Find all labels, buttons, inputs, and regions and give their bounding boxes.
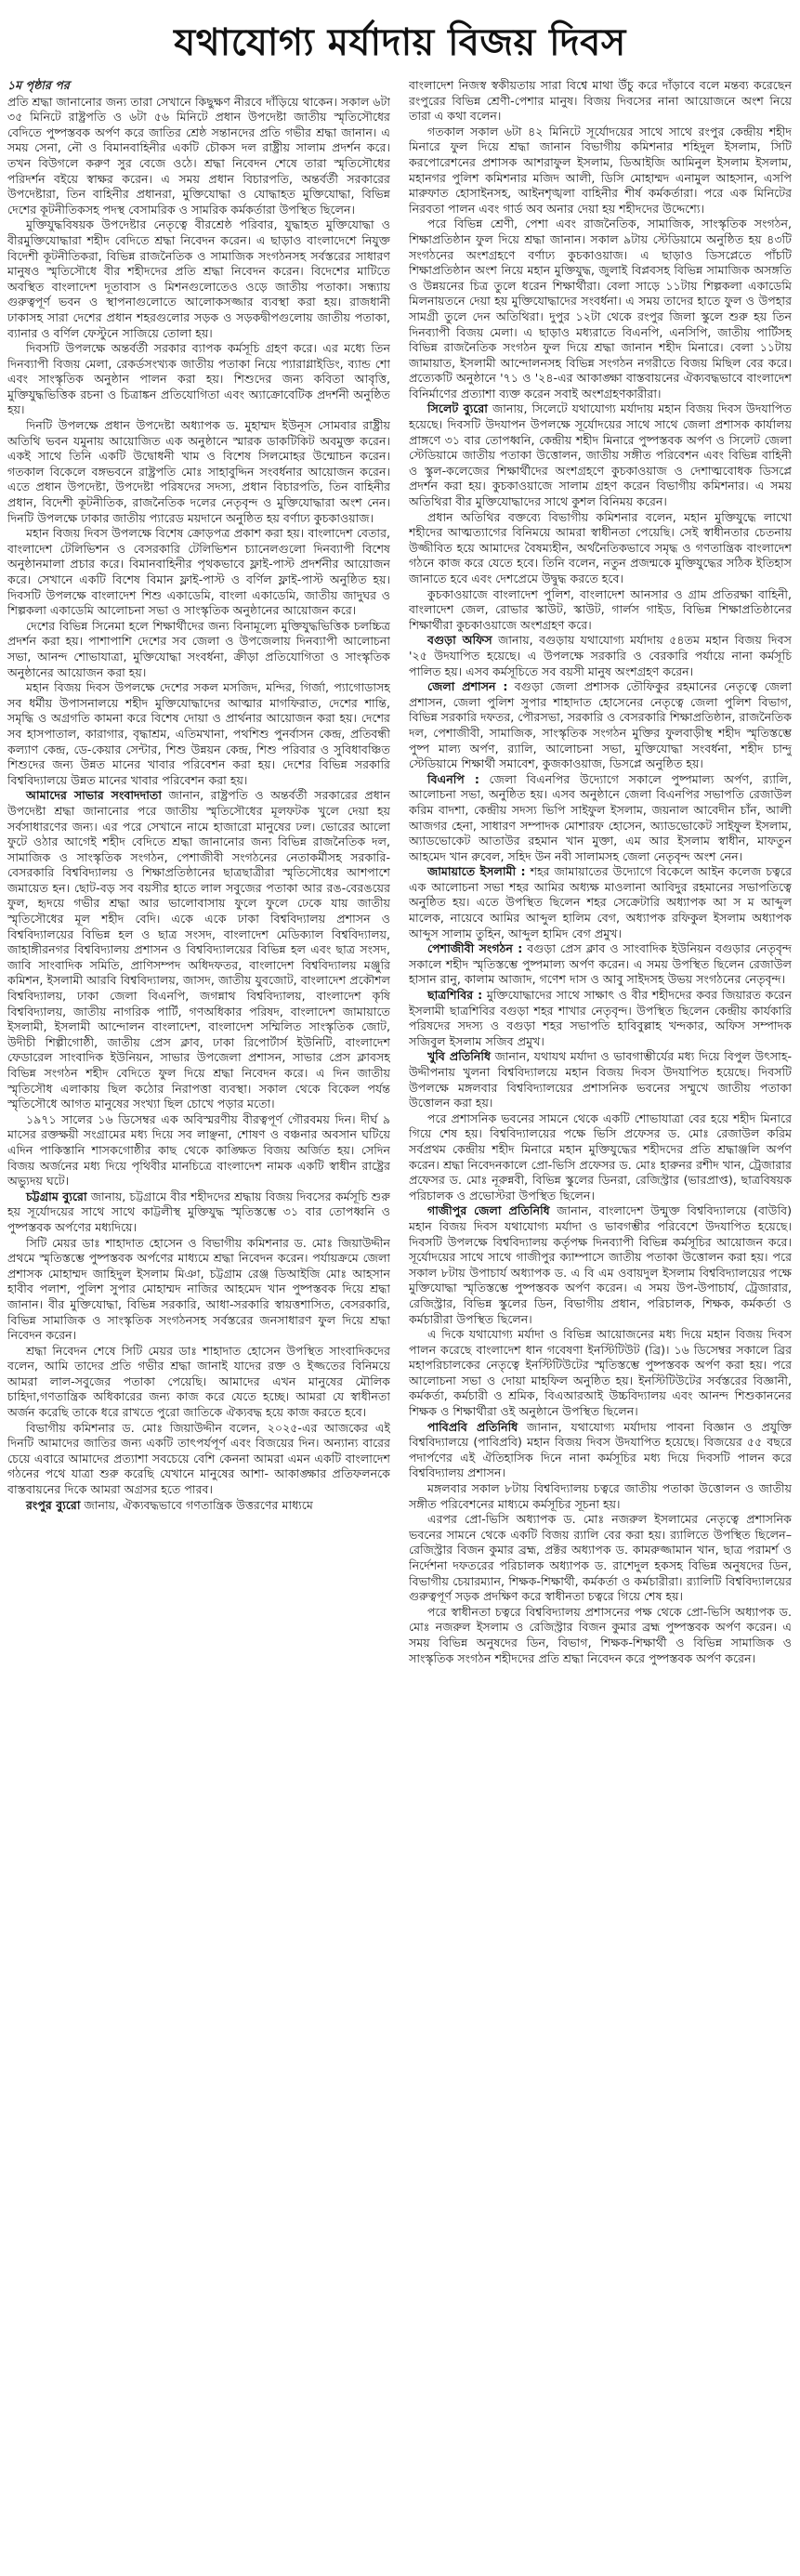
article-column-left <box>7 78 390 2550</box>
article-paragraph <box>409 401 792 509</box>
article-paragraph <box>409 633 792 679</box>
article-paragraph <box>409 1481 792 1512</box>
article-paragraph <box>409 78 792 125</box>
article-paragraph <box>409 1203 792 1327</box>
article-paragraph <box>7 95 390 218</box>
paragraph-text: সিটি মেয়র ডাঃ শাহাদাত হোসেন ও বিভাগীয় কমিশনার ড. মোঃ জিয়াউদ্দীন প্রথমে স্মৃতিস্তম্ভে পুষ্পস্তবক অর্পণের মাধ্যমে শ্রদ্ধা নিবেদন করেন। পর্যায়ক্রমে জেলা প্রশাসক মোহাম্মদ জাহিদুল ইসলাম মিঞা, চট্টগ্রাম রেঞ্জ ডিআইজি মোঃ আহসান হাবীব পলাশ, পুলিশ সুপার মোহাম্মদ নাজির আহমেদ খান পুষ্পস্তবক দিয়ে শ্রদ্ধা জানান। বীর মুক্তিযোদ্ধা, বিভিন্ন সরকারি, আধা-সরকারি স্বায়ত্তশাসিত, বেসরকারি, বিভিন্ন সামাজিক ও সাংস্কৃতিক সংগঠনসহ সর্বস্তরের জনসাধারণ ফুল দিয়ে শ্রদ্ধা নিবেদন করেন। <box>7 1235 390 1343</box>
paragraph-text: শ্রদ্ধা নিবেদন শেষে সিটি মেয়র ডাঃ শাহাদাত হোসেন উপস্থিত সাংবাদিকদের বলেন, আমি তাদের প্রতি গভীর শ্রদ্ধা জানাই যাদের রক্ত ও ইজ্জতের বিনিময়ে আমরা লাল-সবুজের পতাকা পেয়েছি। আমাদের এখন মানুষের মৌলিক চাহিদা,গণতান্ত্রিক অধিকারের জন্য কাজ করে যেতে হচ্ছে। আমরা যে স্বাধীনতা অর্জন করেছি তাকে ধরে রাখতে পুরো জাতিকে ঐক্যবদ্ধ হয়ে কাজ করতে হবে। <box>7 1343 390 1420</box>
article-paragraph <box>409 988 792 1049</box>
paragraph-text: গতকাল সকাল ৬টা ৪২ মিনিটে সূর্যোদয়ের সাথে সাথে রংপুর কেন্দ্রীয় শহীদ মিনারে ফুল দিয়ে শ্রদ্ধা জানান বিভাগীয় কমিশনার শহিদুল ইসলাম, সিটি করপোরেশনের প্রশাসক আশরাফুল ইসলাম, ডিআইজি আমিনুল ইসলাম ইসলাম, মহানগর পুলিশ কমিশনার মজিদ আলী, ডিসি মোহাম্মদ এনামুল আহসান, এসপি মারুফাত হোসাইনসহ, আইনশৃঙ্খলা বাহিনীর শীর্ষ কর্মকর্তারা। পরে এক মিনিটের নিরবতা পালন এবং গার্ড অব অনার দেয়া হয় শহীদদের উদ্দেশ্যে। <box>409 124 792 216</box>
paragraph-dateline: সিলেট ব্যুরো <box>427 401 488 416</box>
article-paragraph <box>409 1420 792 1481</box>
paragraph-text: কুচকাওয়াজে বাংলাদেশ পুলিশ, বাংলাদেশ আনসার ও গ্রাম প্রতিরক্ষা বাহিনী, বাংলাদেশ জেল, রোভার স্কাউট, স্কাউট, গার্লস গাইড, বিভিন্ন শিক্ষাপ্রতিষ্ঠানের শিক্ষার্থীরা কুচকাওয়াজে অংশগ্রহণ করে। <box>409 586 792 632</box>
paragraph-text: পরে বিভিন্ন শ্রেণী, পেশা এবং রাজনৈতিক, সামাজিক, সাংস্কৃতিক সংগঠন, শিক্ষাপ্রতিষ্ঠান ফুল দিয়ে শ্রদ্ধা জানান। সকাল ৯টায় স্টেডিয়ামে অনুষ্ঠিত হয় ৪৩টি সংগঠনের অংশগ্রহণে বর্ণাঢ্য কুচকাওয়াজ। এ ছাড়াও ডিসপ্লেতে পাঁচটি শিক্ষাপ্রতিষ্ঠান অংশ নিয়ে মহান মুক্তিযুদ্ধ, জুলাই বিপ্লবসহ বিভিন্ন সামাজিক অসঙ্গতি ও উন্নয়নের চিত্র তুলে ধরেন শিক্ষার্থীরা। বেলা সাড়ে ১১টায় শিল্পকলা একাডেমি মিলনায়তনে দেয়া হয় মুক্তিযোদ্ধাদের সংবর্ধনা। এ সময় তাদের হাতে ফুল ও উপহার সামগ্রী তুলে দেন অতিথিরা। দুপুর ১২টা থেকে রংপুর জিলা স্কুলে শুরু হয় তিন দিনব্যাপী বিজয় মেলা। এ ছাড়াও মধ্যরাতে বিএনপি, এনসিপি, জাতীয় পার্টিসহ বিভিন্ন রাজনৈতিক সংগঠন ফুল দিয়ে শ্রদ্ধা জানান শহীদ মিনারে। বেলা ১১টায় জামায়াত, ইসলামী আন্দোলনসহ বিভিন্ন সংগঠন নগরীতে বিজয় মিছিল বের করে। প্রত্যেকটি অনুষ্ঠানে '৭১ ও '২৪-এর আকাঙ্ক্ষা বাস্তবায়নের ঐক্যবদ্ধভাবে বাংলাদেশ বিনির্মাণের প্রত্যাশা ব্যক্ত করেন সবাই অংশগ্রহণকারীরা। <box>409 217 792 401</box>
article-paragraph <box>409 125 792 217</box>
article-paragraph <box>7 1498 390 1514</box>
paragraph-text: জানায়, ঐক্যবদ্ধভাবে গণতান্ত্রিক উত্তরণের মাধ্যমে <box>80 1497 313 1512</box>
article-paragraph <box>7 341 390 418</box>
article-paragraph <box>7 680 390 788</box>
paragraph-text: দিবসটি উপলক্ষে অন্তর্বর্তী সরকার ব্যাপক কর্মসূচি গ্রহণ করে। এর মধ্যে তিন দিনব্যাপী বিজয় মেলা, রেকর্ডসংখ্যক জাতীয় পতাকা নিয়ে প্যারাগ্লাইডিং, ব্যান্ড শো এবং সাংস্কৃতিক অনুষ্ঠান পালন করা হয়। শিশুদের জন্য কবিতা আবৃত্তি, মুক্তিযুদ্ধভিত্তিক রচনা ও চিত্রাঙ্কন প্রতিযোগিতা এবং অ্যাক্রোবেটিক প্রদর্শনী অনুষ্ঠিত হয়। <box>7 341 390 417</box>
article-paragraph <box>409 1327 792 1420</box>
paragraph-text: জানান, যথাযথ মর্যাদা ও ভাবগাম্ভীর্যের মধ্য দিয়ে বিপুল উৎসাহ- উদ্দীপনায় খুলনা বিশ্ববিদ্যালয়ে মহান বিজয় দিবস উদযাপিত হয়েছে। দিবসটি উপলক্ষে মঙ্গলবার বিশ্ববিদ্যালয়ের প্রশাসনিক ভবনের সম্মুখে জাতীয় পতাকা উত্তোলন করা হয়। <box>409 1049 792 1111</box>
paragraph-dateline: বগুড়া অফিস <box>427 633 492 648</box>
paragraph-text: জেলা বিএনপির উদ্যোগে সকালে পুষ্পমাল্য অর্পণ, র‍্যালি, আলোচনা সভা, অনুষ্ঠিত হয়। এসব অনুষ্ঠানে জেলা বিএনপির সভাপতি রেজাউল করিম বাদশা, কেন্দ্রীয় সদস্য ভিপি সাইফুল ইসলাম, জয়নাল আবেদীন চাঁন, আলী আজগর হেনা, সাধারণ সম্পাদক মোশারফ হোসেন, অ্যাডভোকেট সাইফুল ইসলাম, অ্যাডভোকেট আতাউর রহমান খান মুক্তা, এম আর ইসলাম স্বাধীন, মাফতুন আহমেদ খান রুবেল, সহিদ উন নবী সালামসহ জেলা নেতৃবৃন্দ অংশ নেন। <box>409 771 792 863</box>
article-paragraph <box>409 1111 792 1204</box>
paragraph-text: দিনটি উপলক্ষে প্রধান উপদেষ্টা অধ্যাপক ড. মুহাম্মদ ইউনূস সোমবার রাষ্ট্রীয় অতিথি ভবন যমুনায় আয়োজিত এক অনুষ্ঠানে স্মারক ডাকটিকিট অবমুক্ত করেন। একই সাথে তিনি একটি উদ্বোধনী খাম ও বিশেষ সিলমোহর উন্মোচন করেন। গতকাল বিকেলে বঙ্গভবনে রাষ্ট্রপতি মোঃ সাহাবুদ্দিন সংবর্ধনার আয়োজন করেন। এতে প্রধান উপদেষ্টা, উপদেষ্টা পরিষদের সদস্য, প্রধান বিচারপতি, তিন বাহিনীর প্রধান, বিদেশী কূটনীতিক, রাজনৈতিক দলের নেতৃবৃন্দ ও মুক্তিযোদ্ধারা অংশ নেন। দিনটি উপলক্ষে ঢাকার জাতীয় প্যারেড ময়দানে অনুষ্ঠিত হয় বর্ণাঢ্য কুচকাওয়াজ। <box>7 418 390 525</box>
paragraph-dateline: জেলা প্রশাসন : <box>427 679 508 694</box>
paragraph-text: পরে প্রশাসনিক ভবনের সামনে থেকে একটি শোভাযাত্রা বের হয়ে শহীদ মিনারে গিয়ে শেষ হয়। বিশ্ববিদ্যালয়ের পক্ষে ভিসি প্রফেসর ড. মোঃ রেজাউল করিম সর্বপ্রথম কেন্দ্রীয় শহীদ মিনারে মহান মুক্তিযুদ্ধের শহীদদের প্রতি শ্রদ্ধাঞ্জলি অর্পণ করেন। শ্রদ্ধা নিবেদনকালে প্রো-ভিসি প্রফেসর ড. মোঃ হারুনর রশীদ খান, ট্রেজারার প্রফেসর ড. মোঃ নূরুন্নবী, বিভিন্ন স্কুলের ডিনরা, রেজিস্ট্রার (ভারপ্রাপ্ত), ছাত্রবিষয়ক পরিচালক ও প্রভোস্টরা উপস্থিত ছিলেন। <box>409 1111 792 1203</box>
paragraph-text: মহান বিজয় দিবস উপলক্ষে বিশেষ ক্রোড়পত্র প্রকাশ করা হয়। বাংলাদেশ বেতার, বাংলাদেশ টেলিভিশন ও বেসরকারি টেলিভিশন চ্যানেলগুলো দিনব্যাপী বিশেষ অনুষ্ঠানমালা প্রচার করে। বিমানবাহিনীর পৃথকভাবে ফ্লাই-পাস্ট প্রদর্শনীর আয়োজন করে। সেখানে একটি বিশেষ বিমান ফ্লাই-পাস্ট ও বর্ণিল ফ্লাই-পাস্ট অনুষ্ঠিত হয়। দিবসটি উপলক্ষে বাংলাদেশ শিশু একাডেমি, বাংলা একাডেমি, জাতীয় জাদুঘর ও শিল্পকলা একাডেমি আলোচনা সভা ও সাংস্কৃতিক অনুষ্ঠানের আয়োজন করে। <box>7 526 390 618</box>
article-paragraph <box>409 679 792 772</box>
paragraph-text: পরে স্বাধীনতা চত্বরে বিশ্ববিদ্যালয় প্রশাসনের পক্ষ থেকে প্রো-ভিসি অধ্যাপক ড. মোঃ নজরুল ইসলাম ও রেজিস্ট্রার বিজন কুমার ব্রহ্ম পুষ্পস্তবক অর্পণ করেন। এ সময় বিভিন্ন অনুষদের ডিন, বিভাগ, শিক্ষক-শিক্ষার্থী ও বিভিন্ন সামাজিক ও সাংস্কৃতিক সংগঠন শহীদদের প্রতি শ্রদ্ধা নিবেদন করে পুষ্পস্তবক অর্পণ করেন। <box>409 1604 792 1665</box>
paragraph-text: জানায়, বগুড়ায় যথাযোগ্য মর্যাদায় ৫৪তম মহান বিজয় দিবস '২৫ উদযাপিত হয়েছে। এ উপলক্ষে সরকারি ও বেরকারি পর্যায়ে নানা কর্মসূচি পালিত হয়। এসব কর্মসূচিতে সব বয়সী মানুষ অংশগ্রহণ করেন। <box>409 633 792 678</box>
paragraph-text: বগুড়া জেলা প্রশাসক তৌফিকুর রহমানের নেতৃত্বে জেলা প্রশাসন, জেলা পুলিশ সুপার শাহাদাত হোসেনের নেতৃত্বে জেলা পুলিশ বিভাগ, বিভিন্ন সরকারি দফতর, পৌরসভা, সরকারি ও বেসরকারি শিক্ষাপ্রতিষ্ঠান, রাজনৈতিক দল, পেশাজীবী, সামাজিক, সাংস্কৃতিক সংগঠন মুক্তির ফুলবাড়ীস্থ শহীদ স্মৃতিস্তম্ভে পুষ্প মাল্য অর্পণ, র‍্যালি, আলোচনা সভা, মুক্তিযোদ্ধা সংবর্ধনা, শহীদ চান্দু স্টেডিয়ামে শিক্ষার্থী সমাবেশ, কুজকাওয়াজ, ডিসপ্লে অনুষ্ঠিত হয়। <box>409 679 792 771</box>
article-paragraph <box>7 1189 390 1236</box>
article-paragraph <box>7 1236 390 1344</box>
article-paragraph <box>409 941 792 988</box>
paragraph-text: ১৯৭১ সালের ১৬ ডিসেম্বর এক অবিস্মরণীয় বীরত্বপূর্ণ গৌরবময় দিন। দীর্ঘ ৯ মাসের রক্তক্ষয়ী সংগ্রামের মধ্য দিয়ে সব লাঞ্ছনা, শোষণ ও বঞ্চনার অবসান ঘটিয়ে এদিন পাকিস্তানি শাসকগোষ্ঠীর কাছ থেকে কাঙ্ক্ষিত বিজয় অর্জিত হয়। সেদিন বিজয় অর্জনের মধ্য দিয়ে পৃথিবীর মানচিত্রে বাংলাদেশ নামক একটি স্বাধীন রাষ্ট্রের অভ্যুদয় ঘটে। <box>7 1111 390 1189</box>
article-paragraph <box>7 1421 390 1498</box>
paragraph-dateline: খুবি প্রতিনিধি <box>427 1049 492 1064</box>
paragraph-dateline: পেশাজীবী সংগঠন : <box>427 941 523 956</box>
article-column-right <box>409 78 792 2550</box>
paragraph-dateline: রংপুর ব্যুরো <box>26 1497 81 1512</box>
paragraph-dateline: আমাদের সাভার সংবাদদাতা <box>26 788 163 803</box>
paragraph-dateline: পাবিপ্রবি প্রতিনিধি <box>427 1419 518 1434</box>
paragraph-text: শহর জামায়াতের উদ্যোগে বিকেলে আইন কলেজ চত্বরে এক আলোচনা সভা শহর আমির অধ্যক্ষ মাওলানা আবিদুর রহমানের সভাপতিত্বে অনুষ্ঠিত হয়। এতে উপস্থিত ছিলেন শহর সেক্রেটারি অধ্যাপক আ স ম আব্দুল মালেক, নায়েবে আমির আব্দুল হালিম বেগ, অধ্যাপক রফিকুল ইসলাম অধ্যাপক আব্দুস সালাম তুহিন, আব্দুল হামিদ বেগ প্রমুখ। <box>409 864 792 940</box>
article-headline: যথাযোগ্য মর্যাদায় বিজয় দিবস <box>174 21 626 64</box>
article-paragraph <box>409 217 792 401</box>
article-paragraph <box>409 510 792 587</box>
article-paragraph <box>409 864 792 941</box>
paragraph-text: মহান বিজয় দিবস উপলক্ষে দেশের সকল মসজিদ, মন্দির, গির্জা, প্যাগোডাসহ সব ধর্মীয় উপাসনালয়ে শহীদ মুক্তিযোদ্ধাদের আত্মার মাগফিরাত, দেশের শান্তি, সমৃদ্ধি ও অগ্রগতি কামনা করে বিশেষ দোয়া ও প্রার্থনার আয়োজন করা হয়। দেশের সব হাসপাতাল, কারাগার, বৃদ্ধাশ্রম, এতিমখানা, পথশিশু পুনর্বাসন কেন্দ্র, প্রতিবন্ধী কল্যাণ কেন্দ্র, ডে-কেয়ার সেন্টার, শিশু উন্নয়ন কেন্দ্র, শিশু পরিবার ও সুবিধাবঞ্চিত শিশুদের জন্য উন্নত মানের খাবার পরিবেশন করা হয়। দেশের বিভিন্ন সরকারি বিশ্ববিদ্যালয়ে উন্নত মানের খাবার পরিবেশন করা হয়। <box>7 680 390 787</box>
paragraph-text: জানান, যথাযোগ্য মর্যাদায় পাবনা বিজ্ঞান ও প্রযুক্তি বিশ্ববিদ্যালয়ে (পাবিপ্রবি) মহান বিজয় দিবস উদযাপিত হয়েছে। বিজয়ের ৫৫ বছরে পদার্পণের এই ঐতিহাসিক দিনে নানা কর্মসূচির মধ্য দিয়ে দিবসটি পালন করে বিশ্ববিদ্যালয় প্রশাসন। <box>409 1419 792 1480</box>
paragraph-dateline: ছাত্রশিবির : <box>427 988 483 1003</box>
paragraph-text: জানায়, সিলেটে যথাযোগ্য মর্যাদায় মহান বিজয় দিবস উদযাপিত হয়েছে। দিবসটি উদযাপন উপলক্ষে সূর্যোদয়ের সাথে সাথে জেলা প্রশাসক কার্যালয় প্রাঙ্গণে ৩১ বার তোপধ্বনি, কেন্দ্রীয় শহীদ মিনারে পুষ্পস্তবক অর্পণ ও সিলেট জেলা স্টেডিয়ামে জাতীয় পতাকা উত্তোলন, জাতীয় সঙ্গীত পরিবেশন এবং বিভিন্ন বাহিনী ও স্কুল-কলেজের শিক্ষার্থীদের অংশগ্রহণে কুচকাওয়াজ ও দেশাত্মবোধক ডিসপ্লে প্রদর্শন করা হয়। কুচকাওয়াজে সালাম গ্রহণ করেন বিভাগীয় কমিশনার। এ সময় অতিথিরা বীর মুক্তিযোদ্ধাদের সাথে কুশল বিনিময় করেন। <box>409 401 792 509</box>
article-paragraph <box>7 788 390 1111</box>
paragraph-text: বাংলাদেশ নিজস্ব স্বকীয়তায় সারা বিশ্বে মাথা উঁচু করে দাঁড়াবে বলে মন্তব্য করেছেন রংপুরের বিভিন্ন শ্রেণী-পেশার মানুষ। বিজয় দিবসের নানা আয়োজনে অংশ নিয়ে তারা এ কথা বলেন। <box>409 78 792 124</box>
article-paragraph <box>7 1112 390 1189</box>
paragraph-dateline: গাজীপুর জেলা প্রতিনিধি <box>427 1203 550 1218</box>
paragraph-text: এরপর প্রো-ভিসি অধ্যাপক ড. মোঃ নজরুল ইসলামের নেতৃত্বে প্রশাসনিক ভবনের সামনে থেকে একটি বিজয় র‍্যালি বের করা হয়। র‍্যালিতে উপস্থিত ছিলেন– রেজিস্ট্রার বিজন কুমার ব্রহ্ম, প্রক্টর অধ্যাপক ড. কামরুজ্জামান খান, ছাত্র পরামর্শ ও নির্দেশনা দফতরের পরিচালক অধ্যাপক ড. রাশেদুল হকসহ বিভিন্ন অনুষদের ডিন, বিভাগীয় চেয়ারম্যান, শিক্ষক-শিক্ষার্থী, কর্মকর্তা ও কর্মচারীরা। র‍্যালিটি বিশ্ববিদ্যালয়ের গুরুত্বপূর্ণ সড়ক প্রদক্ষিণ করে স্বাধীনতা চত্বরে গিয়ে শেষ হয়। <box>409 1512 792 1604</box>
paragraph-text: দেশের বিভিন্ন সিনেমা হলে শিক্ষার্থীদের জন্য বিনামূল্যে মুক্তিযুদ্ধভিত্তিক চলচ্চিত্র প্রদর্শন করা হয়। পাশাপাশি দেশের সব জেলা ও উপজেলায় দিনব্যাপী আলোচনা সভা, আনন্দ শোভাযাত্রা, মুক্তিযোদ্ধা সংবর্ধনা, ক্রীড়া প্রতিযোগিতা ও সাংস্কৃতিক অনুষ্ঠানের আয়োজন করা হয়। <box>7 618 390 679</box>
paragraph-text: প্রধান অতিথির বক্তব্যে বিভাগীয় কমিশনার বলেন, মহান মুক্তিযুদ্ধে লাখো শহীদের আত্মত্যাগের বিনিময়ে আমরা স্বাধীনতা পেয়েছি। সেই স্বাধীনতার চেতনায় উজ্জীবিত হয়ে আমাদের বৈষম্যহীন, অর্থনৈতিকভাবে সমৃদ্ধ ও গণতান্ত্রিক বাংলাদেশ গঠনে কাজ করে যেতে হবে। তিনি বলেন, নতুন প্রজন্মকে মুক্তিযুদ্ধের সঠিক ইতিহাস জানাতে হবে এবং দেশপ্রেমে উদ্বুদ্ধ করতে হবে। <box>409 509 792 585</box>
article-paragraph <box>409 772 792 865</box>
paragraph-text: বগুড়া প্রেস ক্লাব ও সাংবাদিক ইউনিয়ন বগুড়ার নেতৃবৃন্দ সকালে শহীদ স্মৃতিস্তম্ভে পুষ্পমাল্য অর্পণ করেন। এ সময় উপস্থিত ছিলেন রেজাউল হাসান রানু, কালাম আজাদ, গণেশ দাস ও আবু সাইদসহ উভয় সংগঠনের নেতৃবৃন্দ। <box>409 941 792 987</box>
paragraph-text: মুক্তিযুদ্ধবিষয়ক উপদেষ্টার নেতৃত্বে বীরশ্রেষ্ঠ পরিবার, যুদ্ধাহত মুক্তিযোদ্ধা ও বীরমুক্তিযোদ্ধারা শহীদ বেদিতে শ্রদ্ধা নিবেদন করেন। এ ছাড়াও বাংলাদেশে নিযুক্ত বিদেশী কূটনীতিকরা, বিভিন্ন রাজনৈতিক ও সামাজিক সংগঠনসহ সর্বস্তরের সাধারণ মানুষও স্মৃতিসৌধে বীর শহীদদের প্রতি শ্রদ্ধা নিবেদন করেন। বিদেশের মাটিতে অবস্থিত বাংলাদেশ দূতাবাস ও মিশনগুলোতেও ওড়ে জাতীয় পতাকা। সন্ধ্যায় গুরুত্বপূর্ণ ভবন ও স্থাপনাগুলোতে আলোকসজ্জার ব্যবস্থা করা হয়। রাজধানী ঢাকাসহ সারা দেশের প্রধান শহরগুলোর সড়ক ও সড়কদ্বীপগুলোয় জাতীয় পতাকা, ব্যানার ও বর্ণিল ফেস্টুনে সাজিয়ে তোলা হয়। <box>7 217 390 340</box>
paragraph-text: জানান, বাংলাদেশ উন্মুক্ত বিশ্ববিদ্যালয়ে (বাউবি) মহান বিজয় দিবস যথাযোগ্য মর্যাদা ও ভাবগম্ভীর পরিবেশে উদযাপিত হয়েছে। দিবসটি উপলক্ষে বিশ্ববিদ্যালয় কর্তৃপক্ষ দিনব্যাপী বিভিন্ন কর্মসূচির আয়োজন করে। সূর্যোদয়ের সাথে সাথে গাজীপুর ক্যাম্পাসে জাতীয় পতাকা উত্তোলন করা হয়। পরে সকাল ৮টায় উপাচার্য অধ্যাপক ড. এ বি এম ওবায়দুল ইসলাম বিশ্ববিদ্যালয়ের পক্ষে মুক্তিযোদ্ধা স্মৃতিস্তম্ভে পুষ্পস্তবক অর্পণ করেন। এ সময় উপ-উপাচার্য, ট্রেজারার, রেজিস্ট্রার, বিভিন্ন স্কুলের ডিন, বিভাগীয় প্রধান, পরিচালক, শিক্ষক, কর্মকর্তা ও কর্মচারীরা উপস্থিত ছিলেন। <box>409 1203 792 1326</box>
article-paragraph <box>409 1605 792 1666</box>
article-paragraph <box>7 418 390 526</box>
paragraph-dateline: চট্টগ্রাম ব্যুরো <box>26 1189 87 1203</box>
paragraph-dateline: জামায়াতে ইসলামী : <box>427 864 526 879</box>
paragraph-text: জানান, রাষ্ট্রপতি ও অন্তর্বর্তী সরকারের প্রধান উপদেষ্টা শ্রদ্ধা জানানোর পরে জাতীয় স্মৃতিসৌধের মূলফটক খুলে দেয়া হয় সর্বসাধারণের জন্য। এর পরে সেখানে নামে হাজারো মানুষের ঢল। ভোরের আলো ফুটে ওঠার আগেই শহীদ বেদিতে শ্রদ্ধা জানানোর জন্য বিভিন্ন রাজনৈতিক দল, সামাজিক ও সাংস্কৃতিক সংগঠন, পেশাজীবী সংগঠনের নেতাকর্মীসহ সরকারি-বেসরকারি বিশ্ববিদ্যালয় ও শিক্ষাপ্রতিষ্ঠানের ছাত্রছাত্রীরা স্মৃতিসৌধের আশপাশে জমায়েত হন। ছোট-বড় সব বয়সীর হাতে লাল সবুজের পতাকা আর রঙ-বেরঙয়ের ফুল, হৃদয়ে গভীর শ্রদ্ধা আর ভালোবাসায় ফুলে ফুলে ঢেকে যায় জাতীয় স্মৃতিসৌধের মূল শহীদ বেদি। একে একে ঢাকা বিশ্ববিদ্যালয় প্রশাসন ও বিশ্ববিদ্যালয়ের বিভিন্ন হল ও ছাত্র সংসদ, বাংলাদেশ মেডিক্যাল বিশ্ববিদ্যালয়, জাহাঙ্গীরনগর বিশ্ববিদ্যালয় প্রশাসন ও বিশ্ববিদ্যালয়ের বিভিন্ন হল এবং ছাত্র সংসদ, জাবি সাংবাদিক সমিতি, প্রাণিসম্পদ অধিদফতর, বাংলাদেশ বিশ্ববিদ্যালয় মঞ্জুরি কমিশন, ইসলামী আরবি বিশ্ববিদ্যালয়, জাসদ, জাতীয় যুবজোট, বাংলাদেশ প্রকৌশল বিশ্ববিদ্যালয়, ঢাকা জেলা বিএনপি, জগন্নাথ বিশ্ববিদ্যালয়, বাংলাদেশ কৃষি বিশ্ববিদ্যালয়, জাতীয় নাগরিক পার্টি, গণঅধিকার পরিষদ, বাংলাদেশ জামায়াতে ইসলামী, ইসলামী আন্দোলন বাংলাদেশ, বাংলাদেশ সম্মিলিত সাংস্কৃতিক জোট, উদীচী শিল্পীগোষ্ঠী, জাতীয় প্রেস ক্লাব, ঢাকা রিপোর্টার্স ইউনিটি, বাংলাদেশ ফেডারেল সাংবাদিক ইউনিয়ন, সাভার উপজেলা প্রশাসন, সাভার প্রেস ক্লাবসহ বিভিন্ন সংগঠন শহীদ বেদিতে ফুল দিয়ে শ্রদ্ধা নিবেদন করে। এ দিন জাতীয় স্মৃতিসৌধ এলাকায় ছিল কঠোর নিরাপত্তা ব্যবস্থা। সকাল থেকে বিকেল পর্যন্ত স্মৃতিসৌধে আগত মানুষের সংখ্যা ছিল চোখে পড়ার মতো। <box>7 788 390 1111</box>
article-paragraph <box>7 619 390 680</box>
paragraph-text: জানায়, চট্টগ্রামে বীর শহীদদের শ্রদ্ধায় বিজয় দিবসের কর্মসূচি শুরু হয় সূর্যোদয়ের সাথে সাথে কাট্টলীস্থ মুক্তিযুদ্ধ স্মৃতিস্তম্ভে ৩১ বার তোপধ্বনি ও পুষ্পস্তবক অর্পণের মধ্যদিয়ে। <box>7 1189 390 1234</box>
paragraph-text: মঙ্গলবার সকাল ৮টায় বিশ্ববিদ্যালয় চত্বরে জাতীয় পতাকা উত্তোলন ও জাতীয় সঙ্গীত পরিবেশনের মাধ্যমে কর্মসূচির সূচনা হয়। <box>409 1481 792 1511</box>
paragraph-text: মুক্তিযোদ্ধাদের সাথে সাক্ষাৎ ও বীর শহীদদের কবর জিয়ারত করেন ইসলামী ছাত্রশিবির বগুড়া শহর শাখার নেতৃবৃন্দ। উপস্থিত ছিলেন কেন্দ্রীয় কার্যকারি পরিষদের সদস্য ও বগুড়া শহর সভাপতি হাবিবুল্লাহ খন্দকার, অফিস সম্পাদক সজিবুল ইসলাম সজিব প্রমুখ। <box>409 988 792 1048</box>
article-paragraph <box>7 526 390 619</box>
continued-from-label: ১ম পৃষ্ঠার পর <box>7 78 70 92</box>
paragraph-dateline: বিএনপি : <box>427 771 479 786</box>
paragraph-text: বিভাগীয় কমিশনার ড. মোঃ জিয়াউদ্দীন বলেন, ২০২৫-এর আজকের এই দিনটি আমাদের জাতির জন্য একটি তাৎপর্যপূর্ণ এবং বিজয়ের দিন। অন্যান্য বারের চেয়ে এবারে আমাদের প্রত্যাশা সবচেয়ে বেশি কেননা আমরা এমন একটি বাংলাদেশ গঠনের পথে যাত্রা শুরু করেছি যেখানে মানুষের আশা- আকাঙ্ক্ষার প্রতিফলনকে বাস্তবায়নের দিকে আমরা অগ্রসর হতে পারব। <box>7 1420 390 1497</box>
article-paragraph <box>7 217 390 341</box>
article-paragraph <box>409 1512 792 1605</box>
article-paragraph <box>409 587 792 634</box>
paragraph-text: এ দিকে যথাযোগ্য মর্যাদা ও বিভিন্ন আয়োজনের মধ্য দিয়ে মহান বিজয় দিবস পালন করেছে বাংলাদেশ ধান গবেষণা ইনস্টিটিউট (ব্রি)। ১৬ ডিসেম্বর সকালে ব্রির মহাপরিচালকের নেতৃত্বে ইনস্টিটিউটের স্মৃতিস্তম্ভে পুষ্পস্তবক অর্পণ করা হয়। পরে আলোচনা সভা ও দোয়া মাহফিল অনুষ্ঠিত হয়। ইনস্টিটিউটের সর্বস্তরের বিজ্ঞানী, কর্মকর্তা, কর্মচারী ও শ্রমিক, বিএআরআই উচ্চবিদ্যালয় এবং আনন্দ শিশুকাননের শিক্ষক ও শিক্ষার্থীরা ওই অনুষ্ঠানে উপস্থিত ছিলেন। <box>409 1327 792 1419</box>
paragraph-text: প্রতি শ্রদ্ধা জানানোর জন্য তারা সেখানে কিছুক্ষণ নীরবে দাঁড়িয়ে থাকেন। সকাল ৬টা ৩৫ মিনিটে রাষ্ট্রপতি ও ৬টা ৫৬ মিনিটে প্রধান উপদেষ্টা জাতীয় স্মৃতিসৌধের বেদিতে পুষ্পস্তবক অর্পণ করে জাতির শ্রেষ্ঠ সন্তানদের প্রতি গভীর শ্রদ্ধা জানান। এ সময় সেনা, নৌ ও বিমানবাহিনীর একটি চৌকস দল রাষ্ট্রীয় সালাম প্রদর্শন করে। তখন বিউগলে করুণ সুর বেজে ওঠে। শ্রদ্ধা নিবেদন শেষে তারা স্মৃতিসৌধের পরিদর্শন বইয়ে স্বাক্ষর করেন। এ সময় প্রধান বিচারপতি, অন্তর্বর্তী সরকারের উপদেষ্টারা, তিন বাহিনীর প্রধানরা, মুক্তিযোদ্ধা ও যোদ্ধাহত মুক্তিযোদ্ধা, বিভিন্ন দেশের কূটনীতিকসহ পদস্থ বেসামরিক ও সামরিক কর্মকর্তারা উপস্থিত ছিলেন। <box>7 94 390 217</box>
article-paragraph <box>7 1344 390 1421</box>
article-paragraph <box>409 1049 792 1111</box>
